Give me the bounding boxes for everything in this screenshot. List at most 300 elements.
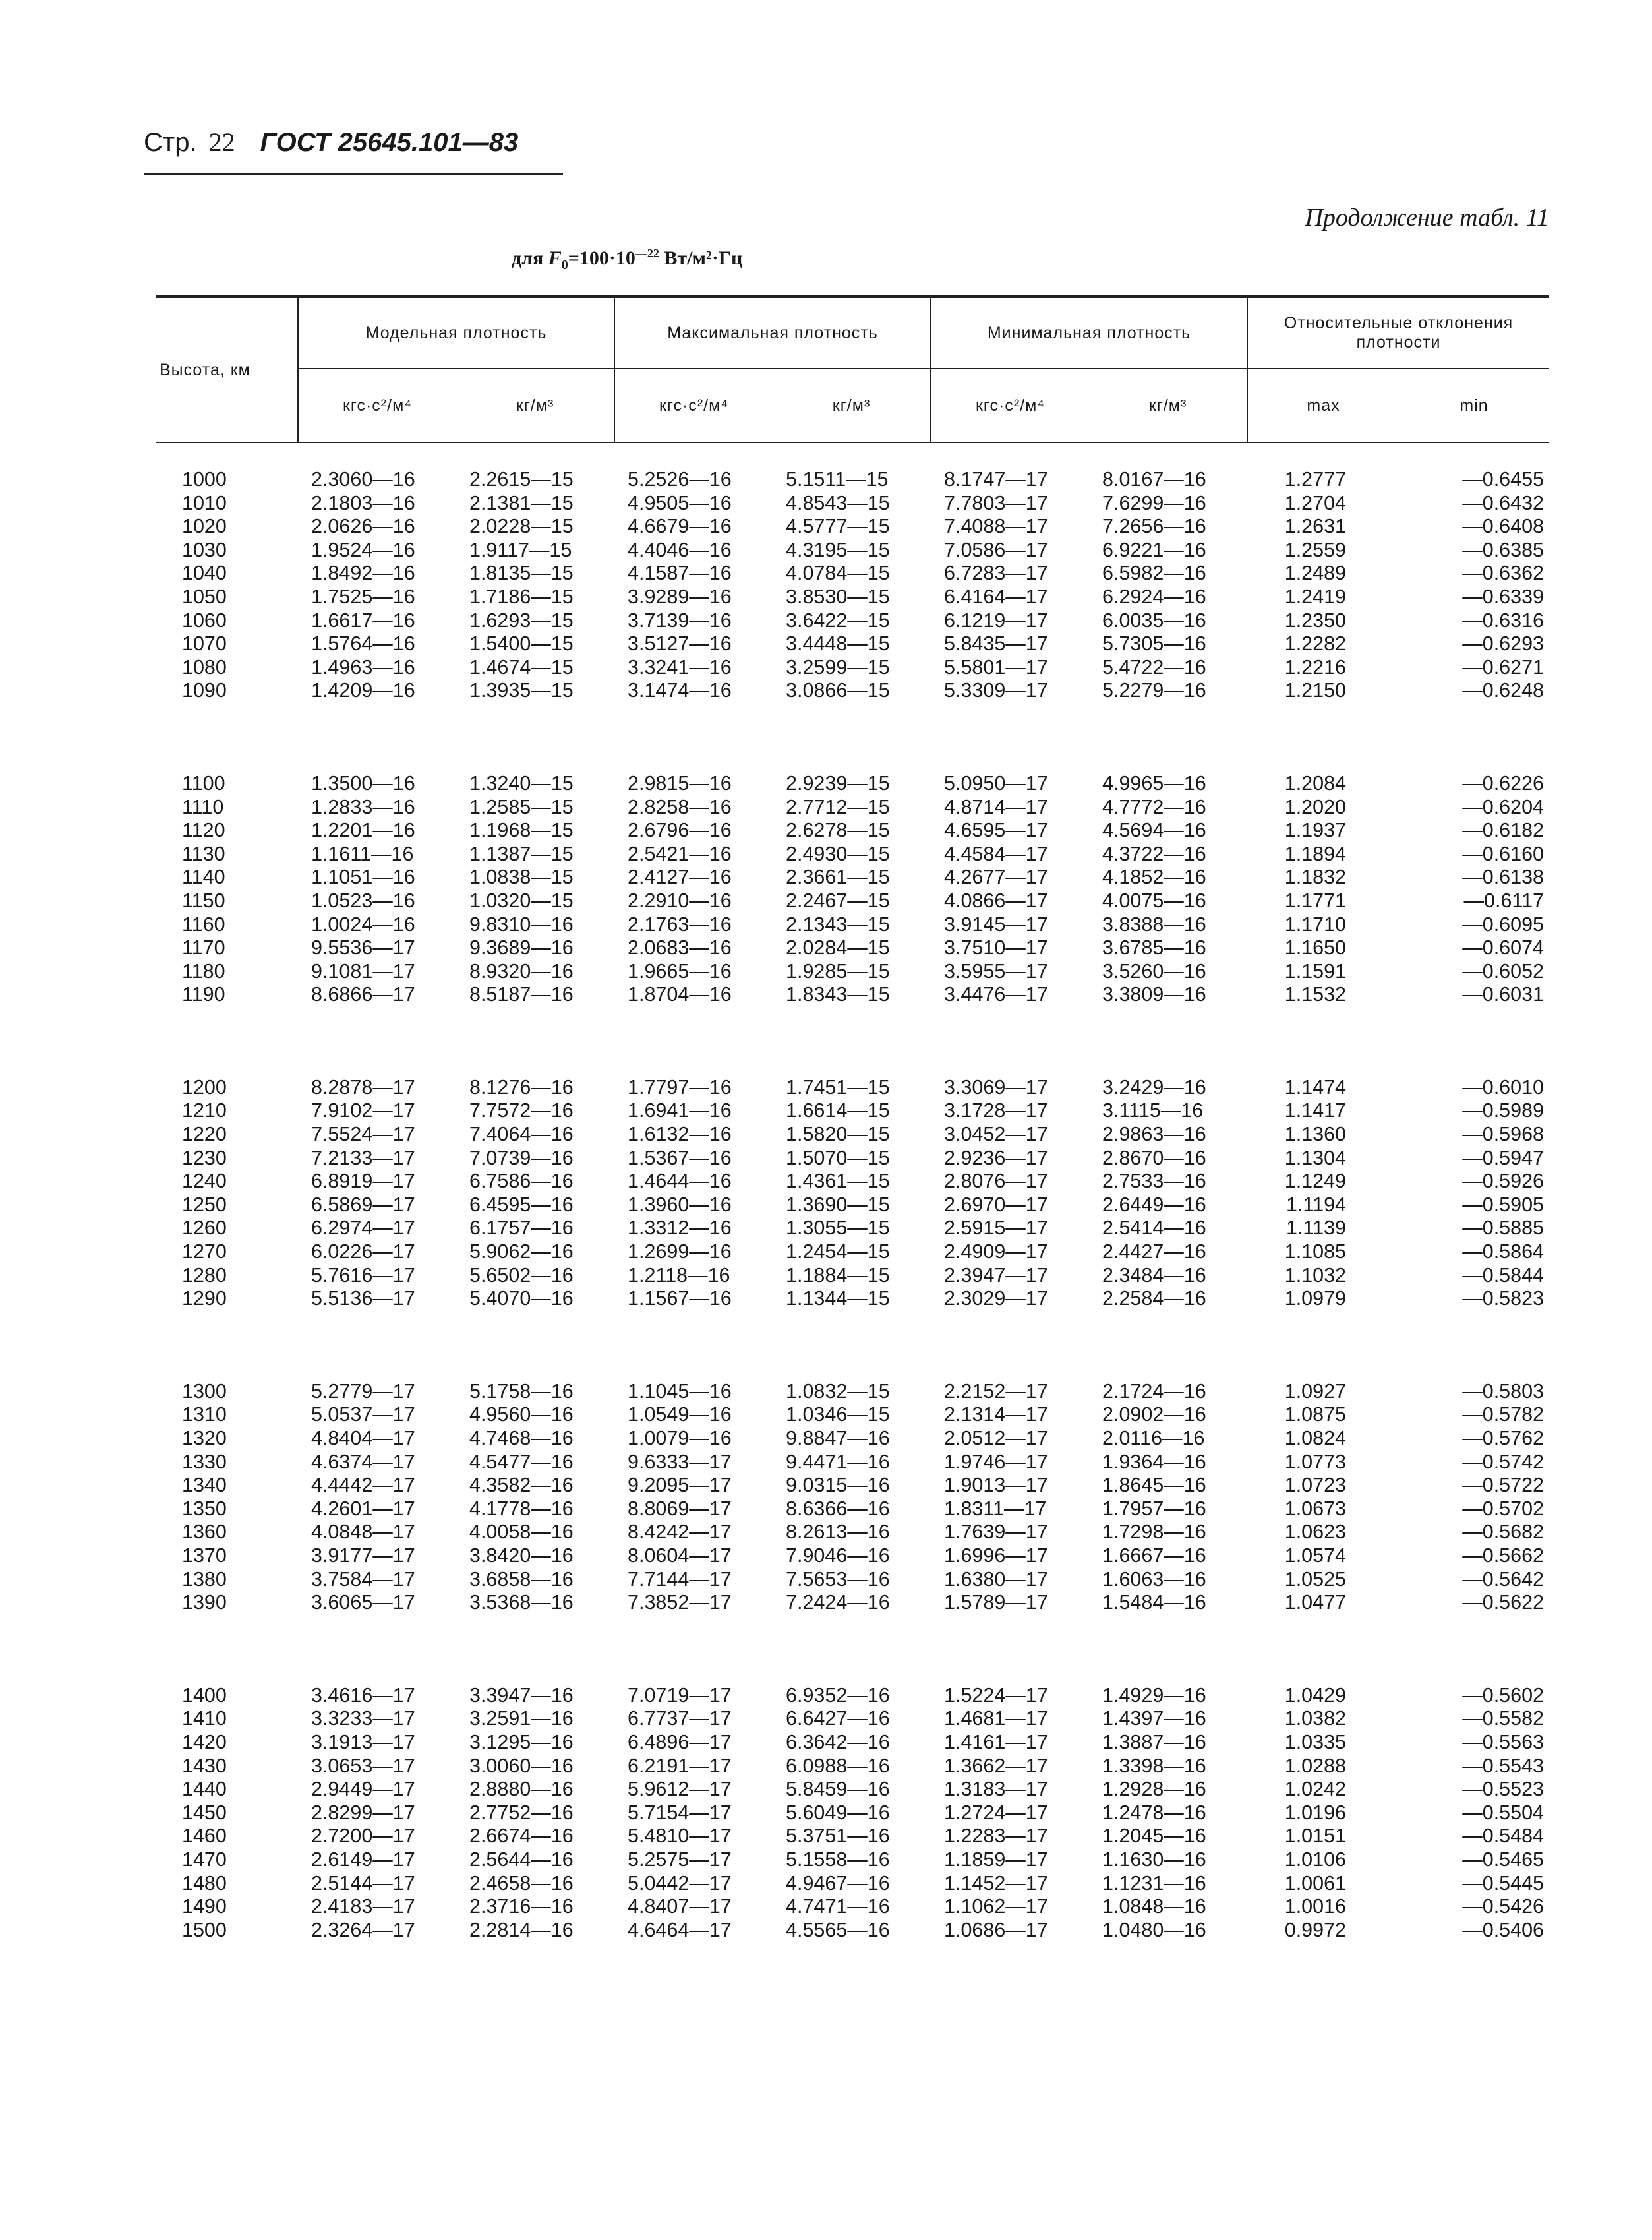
height-cell: 1380 [182,1567,227,1590]
rel-min-cell: —0.5926 [1462,1170,1545,1193]
rel-min-cell: —0.6362 [1462,562,1545,585]
min-kgs-cell: 1.6996—17 [944,1544,1048,1567]
spacer-cell [156,1311,1549,1380]
height-cell: 1360 [182,1521,227,1544]
rel-min-cell: —0.5844 [1462,1263,1545,1286]
model-kg-cell: 2.3716—16 [469,1895,574,1918]
max-kgs-cell: 1.5367—16 [628,1146,732,1169]
col-header-model-density: Модельная плотность [298,297,614,369]
height-cell: 1010 [182,491,227,514]
model-kgs-cell: 2.8299—17 [311,1801,415,1824]
min-kgs-cell: 1.1062—17 [944,1895,1048,1918]
max-kgs-cell: 5.7154—17 [628,1801,732,1824]
max-kg-cell: 1.0346—15 [786,1403,890,1426]
max-kg-cell: 4.9467—16 [786,1871,890,1894]
rel-min-cell: —0.5968 [1462,1123,1545,1146]
table-subtitle [512,247,742,273]
rel-min-cell: —0.5742 [1462,1450,1545,1473]
unit-max-kg: кг/м³ [773,369,931,442]
rel-min-cell: —0.5445 [1462,1871,1545,1894]
max-kgs-cell: 1.4644—16 [628,1170,732,1193]
height-cell: 1140 [182,866,225,889]
model-kgs-cell: 2.1803—16 [311,491,415,514]
model-kg-cell: 3.6858—16 [469,1567,574,1590]
max-kgs-cell: 5.2575—17 [628,1848,732,1871]
rel-max-cell: 1.1032 [1284,1263,1347,1286]
rel-max-cell: 1.1085 [1284,1240,1347,1263]
rel-min-cell: —0.5465 [1462,1848,1545,1871]
model-kg-cell: 1.3240—15 [469,772,574,795]
min-kg-cell: 1.0848—16 [1102,1895,1206,1918]
col-header-relative-deviation: Относительные отклонения плотности [1247,297,1549,369]
model-kg-cell: 3.3947—16 [469,1683,574,1707]
max-kg-cell: 2.2467—15 [786,889,890,912]
rel-min-cell: —0.5504 [1462,1801,1545,1824]
table-row [156,679,1549,703]
min-kgs-cell: 4.4584—17 [944,842,1048,865]
rel-min-cell: —0.6226 [1462,772,1545,795]
rel-max-cell: 1.1832 [1284,866,1347,889]
table-row [156,1451,1549,1474]
table-row [156,1919,1549,1943]
max-kgs-cell: 1.0079—16 [628,1427,732,1449]
rel-max-cell: 1.2150 [1284,679,1347,702]
model-kg-cell: 4.1778—16 [469,1497,574,1520]
rel-max-cell: 1.0525 [1284,1567,1347,1590]
table-row [156,796,1549,820]
model-kgs-cell: 4.4442—17 [311,1474,415,1497]
max-kg-cell: 5.6049—16 [786,1801,890,1824]
model-kg-cell: 9.3689—16 [469,936,574,959]
model-kg-cell: 3.2591—16 [469,1707,574,1730]
min-kg-cell: 4.7772—16 [1102,795,1206,818]
min-kgs-cell: 3.0452—17 [944,1123,1048,1146]
height-cell: 1500 [182,1918,227,1941]
model-kg-cell: 1.3935—15 [469,679,574,702]
density-table [156,295,1549,1942]
height-cell: 1390 [182,1591,227,1614]
spacer-cell [156,1007,1549,1076]
model-kgs-cell: 8.2878—17 [311,1075,415,1099]
max-kg-cell: 9.4471—16 [786,1450,890,1473]
rel-max-cell: 1.1249 [1284,1170,1347,1193]
rel-max-cell: 1.1650 [1284,936,1347,959]
rel-max-cell: 1.0061 [1284,1871,1347,1894]
rel-max-cell: 1.0335 [1284,1730,1347,1753]
rel-max-cell: 0.9972 [1284,1918,1347,1941]
min-kg-cell: 4.3722—16 [1102,842,1206,865]
rel-min-cell: —0.6293 [1462,632,1545,655]
max-kg-cell: 8.2613—16 [786,1521,890,1544]
min-kg-cell: 5.2279—16 [1102,679,1206,702]
model-kgs-cell: 3.3233—17 [311,1707,415,1730]
model-kgs-cell: 1.2833—16 [311,795,415,818]
model-kg-cell: 2.5644—16 [469,1848,574,1871]
model-kgs-cell: 1.0523—16 [311,889,415,912]
model-kg-cell: 3.5368—16 [469,1591,574,1614]
model-kgs-cell: 1.2201—16 [311,819,415,842]
model-kg-cell: 6.4595—16 [469,1193,574,1216]
max-kg-cell: 2.7712—15 [786,795,890,818]
table-row [156,1825,1549,1848]
min-kgs-cell: 2.1314—17 [944,1403,1048,1426]
min-kg-cell: 3.6785—16 [1102,936,1206,959]
model-kgs-cell: 2.7200—17 [311,1825,415,1848]
table-row [156,1498,1549,1521]
unit-model-kg: кг/м³ [456,369,614,442]
max-kg-cell: 7.2424—16 [786,1591,890,1614]
height-cell: 1170 [182,936,225,959]
rel-min-cell: —0.6117 [1463,889,1545,912]
rel-min-cell: —0.6455 [1462,468,1545,491]
rel-min-cell: —0.5803 [1462,1379,1545,1403]
height-cell: 1350 [182,1497,227,1520]
min-kgs-cell: 1.6380—17 [944,1567,1048,1590]
table-row [156,1380,1549,1404]
min-kgs-cell: 1.1452—17 [944,1871,1048,1894]
rel-max-cell: 1.1360 [1284,1123,1347,1146]
table-row [156,1778,1549,1801]
height-cell: 1220 [182,1123,227,1146]
max-kg-cell: 2.4930—15 [786,842,890,865]
max-kgs-cell: 3.1474—16 [628,679,732,702]
rel-max-cell: 1.2704 [1284,491,1347,514]
max-kg-cell: 7.5653—16 [786,1567,890,1590]
rel-min-cell: —0.6182 [1462,819,1545,842]
max-kgs-cell: 6.4896—17 [628,1730,732,1753]
rel-min-cell: —0.5905 [1462,1193,1545,1216]
max-kgs-cell: 5.0442—17 [628,1871,732,1894]
min-kg-cell: 1.0480—16 [1102,1918,1206,1941]
max-kgs-cell: 4.6464—17 [628,1918,732,1941]
max-kg-cell: 2.9239—15 [786,772,890,795]
max-kg-cell: 7.9046—16 [786,1544,890,1567]
table-row [156,843,1549,866]
rel-max-cell: 1.0477 [1284,1591,1347,1614]
model-kgs-cell: 6.5869—17 [311,1193,415,1216]
min-kgs-cell: 1.9013—17 [944,1474,1048,1497]
height-cell: 1370 [182,1544,227,1567]
table-row [156,1848,1549,1872]
model-kg-cell: 1.0838—15 [469,866,574,889]
table-row [156,1684,1549,1708]
model-kgs-cell: 2.3060—16 [311,468,415,491]
max-kgs-cell: 3.5127—16 [628,632,732,655]
subtitle-prefix: для [512,247,548,269]
model-kgs-cell: 1.4963—16 [311,655,415,679]
model-kgs-cell: 2.3264—17 [311,1918,415,1941]
min-kg-cell: 4.9965—16 [1102,772,1206,795]
height-cell: 1340 [182,1474,227,1497]
rel-max-cell: 1.1591 [1284,959,1347,983]
min-kg-cell: 1.6063—16 [1102,1567,1206,1590]
page-label: Стр. [144,128,197,157]
rel-min-cell: —0.5602 [1462,1683,1545,1707]
height-cell: 1260 [182,1217,227,1240]
max-kgs-cell: 2.5421—16 [628,842,732,865]
max-kgs-cell: 8.0604—17 [628,1544,732,1567]
max-kg-cell: 2.0284—15 [786,936,890,959]
model-kg-cell: 2.7752—16 [469,1801,574,1824]
model-kgs-cell: 1.9524—16 [311,538,415,561]
max-kgs-cell: 1.1045—16 [628,1379,732,1403]
min-kgs-cell: 4.8714—17 [944,795,1048,818]
min-kg-cell: 2.9863—16 [1102,1123,1206,1146]
model-kgs-cell: 1.1051—16 [311,866,415,889]
model-kgs-cell: 1.0024—16 [311,913,415,936]
model-kg-cell: 8.5187—16 [469,983,574,1006]
max-kgs-cell: 1.6132—16 [628,1123,732,1146]
max-kgs-cell: 3.3241—16 [628,655,732,679]
min-kgs-cell: 1.3662—17 [944,1754,1048,1777]
rel-min-cell: —0.5406 [1462,1918,1545,1941]
min-kg-cell: 2.5414—16 [1102,1217,1206,1240]
max-kgs-cell: 6.2191—17 [628,1754,732,1777]
max-kg-cell: 6.0988—16 [786,1754,890,1777]
max-kg-cell: 3.2599—15 [786,655,890,679]
subtitle-eq: =100·10 [568,247,635,269]
rel-min-cell: —0.5702 [1462,1497,1545,1520]
min-kgs-cell: 1.3183—17 [944,1778,1048,1801]
table-row [156,983,1549,1007]
table-top-spacer [156,442,1549,468]
height-cell: 1200 [182,1075,227,1099]
max-kgs-cell: 4.6679—16 [628,515,732,538]
rel-min-cell: —0.5823 [1462,1287,1545,1310]
model-kg-cell: 1.7186—15 [469,585,574,608]
spacer-cell [156,703,1549,772]
min-kgs-cell: 3.1728—17 [944,1099,1048,1122]
gost-number: ГОСТ 25645.101—83 [260,128,519,157]
max-kg-cell: 8.6366—16 [786,1497,890,1520]
table-row [156,1707,1549,1731]
height-cell: 1090 [182,679,227,702]
min-kg-cell: 1.5484—16 [1102,1591,1206,1614]
min-kg-cell: 5.7305—16 [1102,632,1206,655]
max-kgs-cell: 2.0683—16 [628,936,732,959]
unit-min-kg: кг/м³ [1089,369,1247,442]
min-kg-cell: 3.3809—16 [1102,983,1206,1006]
min-kg-cell: 2.8670—16 [1102,1146,1206,1169]
min-kg-cell: 1.7298—16 [1102,1521,1206,1544]
max-kgs-cell: 9.6333—17 [628,1450,732,1473]
height-cell: 1460 [182,1825,227,1848]
rel-max-cell: 1.0875 [1284,1403,1347,1426]
rel-max-cell: 1.0196 [1284,1801,1347,1824]
model-kg-cell: 5.9062—16 [469,1240,574,1263]
group-spacer [156,1007,1549,1076]
min-kgs-cell: 7.7803—17 [944,491,1048,514]
table-row [156,1123,1549,1147]
unit-max-kgs: кгс·с²/м⁴ [614,369,773,442]
min-kgs-cell: 1.5789—17 [944,1591,1048,1614]
min-kgs-cell: 1.2283—17 [944,1825,1048,1848]
height-cell: 1320 [182,1427,227,1449]
max-kgs-cell: 7.7144—17 [628,1567,732,1590]
min-kg-cell: 4.5694—16 [1102,819,1206,842]
table-row [156,632,1549,656]
model-kg-cell: 5.4070—16 [469,1287,574,1310]
rel-min-cell: —0.5426 [1462,1895,1545,1918]
height-cell: 1020 [182,515,227,538]
rel-min-cell: —0.6031 [1462,983,1545,1006]
min-kg-cell: 6.2924—16 [1102,585,1206,608]
height-cell: 1490 [182,1895,227,1918]
model-kgs-cell: 5.7616—17 [311,1263,415,1286]
min-kg-cell: 1.2045—16 [1102,1825,1206,1848]
model-kgs-cell: 3.1913—17 [311,1730,415,1753]
min-kg-cell: 1.3398—16 [1102,1754,1206,1777]
table-row [156,562,1549,586]
rel-min-cell: —0.6408 [1462,515,1545,538]
min-kg-cell: 1.1231—16 [1102,1871,1206,1894]
height-cell: 1030 [182,538,227,561]
model-kg-cell: 1.8135—15 [469,562,574,585]
table-row [156,656,1549,680]
max-kg-cell: 1.1884—15 [786,1263,890,1286]
max-kg-cell: 3.6422—15 [786,609,890,632]
rel-min-cell: —0.5622 [1462,1591,1545,1614]
max-kgs-cell: 3.9289—16 [628,585,732,608]
min-kgs-cell: 3.4476—17 [944,983,1048,1006]
min-kg-cell: 5.4722—16 [1102,655,1206,679]
col-header-rel-min: min [1399,369,1549,442]
max-kg-cell: 1.1344—15 [786,1287,890,1310]
max-kg-cell: 1.7451—15 [786,1075,890,1099]
table-row [156,1895,1549,1919]
header-rule [144,173,563,175]
min-kgs-cell: 2.8076—17 [944,1170,1048,1193]
min-kgs-cell: 3.3069—17 [944,1075,1048,1099]
height-cell: 1000 [182,468,227,491]
rel-min-cell: —0.6339 [1462,585,1545,608]
rel-min-cell: —0.5642 [1462,1567,1545,1590]
min-kg-cell: 2.0116—16 [1102,1427,1205,1449]
min-kgs-cell: 3.9145—17 [944,913,1048,936]
model-kgs-cell: 4.2601—17 [311,1497,415,1520]
height-cell: 1120 [182,819,225,842]
min-kgs-cell: 1.0686—17 [944,1918,1048,1941]
model-kgs-cell: 5.2779—17 [311,1379,415,1403]
model-kgs-cell: 1.1611—16 [311,842,414,865]
max-kgs-cell: 2.9815—16 [628,772,732,795]
height-cell: 1040 [182,562,227,585]
max-kg-cell: 1.3690—15 [786,1193,890,1216]
max-kg-cell: 5.8459—16 [786,1778,890,1801]
min-kgs-cell: 6.1219—17 [944,609,1048,632]
min-kgs-cell: 5.8435—17 [944,632,1048,655]
max-kg-cell: 4.8543—15 [786,491,890,514]
model-kgs-cell: 3.9177—17 [311,1544,415,1567]
table-continuation-label: Продолжение табл. 11 [1305,204,1549,231]
model-kgs-cell: 6.8919—17 [311,1170,415,1193]
unit-model-kgs: кгс·с²/м⁴ [298,369,456,442]
height-cell: 1070 [182,632,227,655]
min-kg-cell: 3.5260—16 [1102,959,1206,983]
table-row [156,1474,1549,1498]
min-kgs-cell: 8.1747—17 [944,468,1048,491]
min-kg-cell: 1.1630—16 [1102,1848,1206,1871]
model-kg-cell: 1.1968—15 [469,819,574,842]
model-kg-cell: 2.1381—15 [469,491,574,514]
max-kg-cell: 5.3751—16 [786,1825,890,1848]
rel-min-cell: —0.5662 [1462,1544,1545,1567]
table-row [156,1287,1549,1311]
model-kg-cell: 3.0060—16 [469,1754,574,1777]
max-kg-cell: 6.3642—16 [786,1730,890,1753]
max-kgs-cell: 2.1763—16 [628,913,732,936]
max-kg-cell: 6.6427—16 [786,1707,890,1730]
model-kg-cell: 1.4674—15 [469,655,574,679]
model-kg-cell: 2.6674—16 [469,1825,574,1848]
rel-max-cell: 1.1771 [1284,889,1347,912]
rel-max-cell: 1.0673 [1284,1497,1347,1520]
rel-max-cell: 1.0723 [1284,1474,1347,1497]
table-row [156,609,1549,633]
model-kgs-cell: 2.0626—16 [311,515,415,538]
max-kg-cell: 1.5820—15 [786,1123,890,1146]
model-kg-cell: 2.0228—15 [469,515,574,538]
table-row [156,1801,1549,1825]
max-kgs-cell: 7.3852—17 [628,1591,732,1614]
max-kg-cell: 1.3055—15 [786,1217,890,1240]
rel-max-cell: 1.0106 [1284,1848,1347,1871]
max-kg-cell: 3.8530—15 [786,585,890,608]
rel-min-cell: —0.6010 [1462,1075,1545,1099]
rel-max-cell: 1.0242 [1284,1778,1347,1801]
min-kg-cell: 2.7533—16 [1102,1170,1206,1193]
rel-min-cell: —0.5989 [1462,1099,1545,1122]
min-kg-cell: 8.0167—16 [1102,468,1206,491]
height-cell: 1250 [182,1193,227,1216]
table-row [156,1568,1549,1592]
max-kgs-cell: 1.1567—16 [628,1287,732,1310]
model-kgs-cell: 1.5764—16 [311,632,415,655]
rel-max-cell: 1.2419 [1284,585,1347,608]
height-cell: 1110 [182,795,224,818]
rel-max-cell: 1.1194 [1286,1193,1347,1216]
model-kg-cell: 4.0058—16 [469,1521,574,1544]
height-cell: 1280 [182,1263,227,1286]
rel-max-cell: 1.0979 [1284,1287,1347,1310]
model-kgs-cell: 9.5536—17 [311,936,415,959]
model-kg-cell: 6.1757—16 [469,1217,574,1240]
height-cell: 1430 [182,1754,227,1777]
subtitle-exp: —22 [635,247,659,260]
rel-max-cell: 1.0824 [1284,1427,1347,1449]
rel-min-cell: —0.5484 [1462,1825,1545,1848]
col-header-max-density: Максимальная плотность [614,297,931,369]
model-kg-cell: 8.9320—16 [469,959,574,983]
max-kg-cell: 1.6614—15 [786,1099,890,1122]
model-kgs-cell: 3.4616—17 [311,1683,415,1707]
max-kgs-cell: 4.4046—16 [628,538,732,561]
rel-min-cell: —0.5782 [1462,1403,1545,1426]
height-cell: 1420 [182,1730,227,1753]
min-kgs-cell: 4.6595—17 [944,819,1048,842]
rel-min-cell: —0.5885 [1462,1217,1545,1240]
max-kg-cell: 4.5777—15 [786,515,890,538]
min-kgs-cell: 3.7510—17 [944,936,1048,959]
height-cell: 1300 [182,1379,227,1403]
rel-min-cell: —0.6316 [1462,609,1545,632]
model-kgs-cell: 4.6374—17 [311,1450,415,1473]
model-kg-cell: 3.1295—16 [469,1730,574,1753]
model-kg-cell: 4.7468—16 [469,1427,574,1449]
min-kgs-cell: 2.3947—17 [944,1263,1048,1286]
table-row [156,1872,1549,1896]
max-kg-cell: 3.4448—15 [786,632,890,655]
